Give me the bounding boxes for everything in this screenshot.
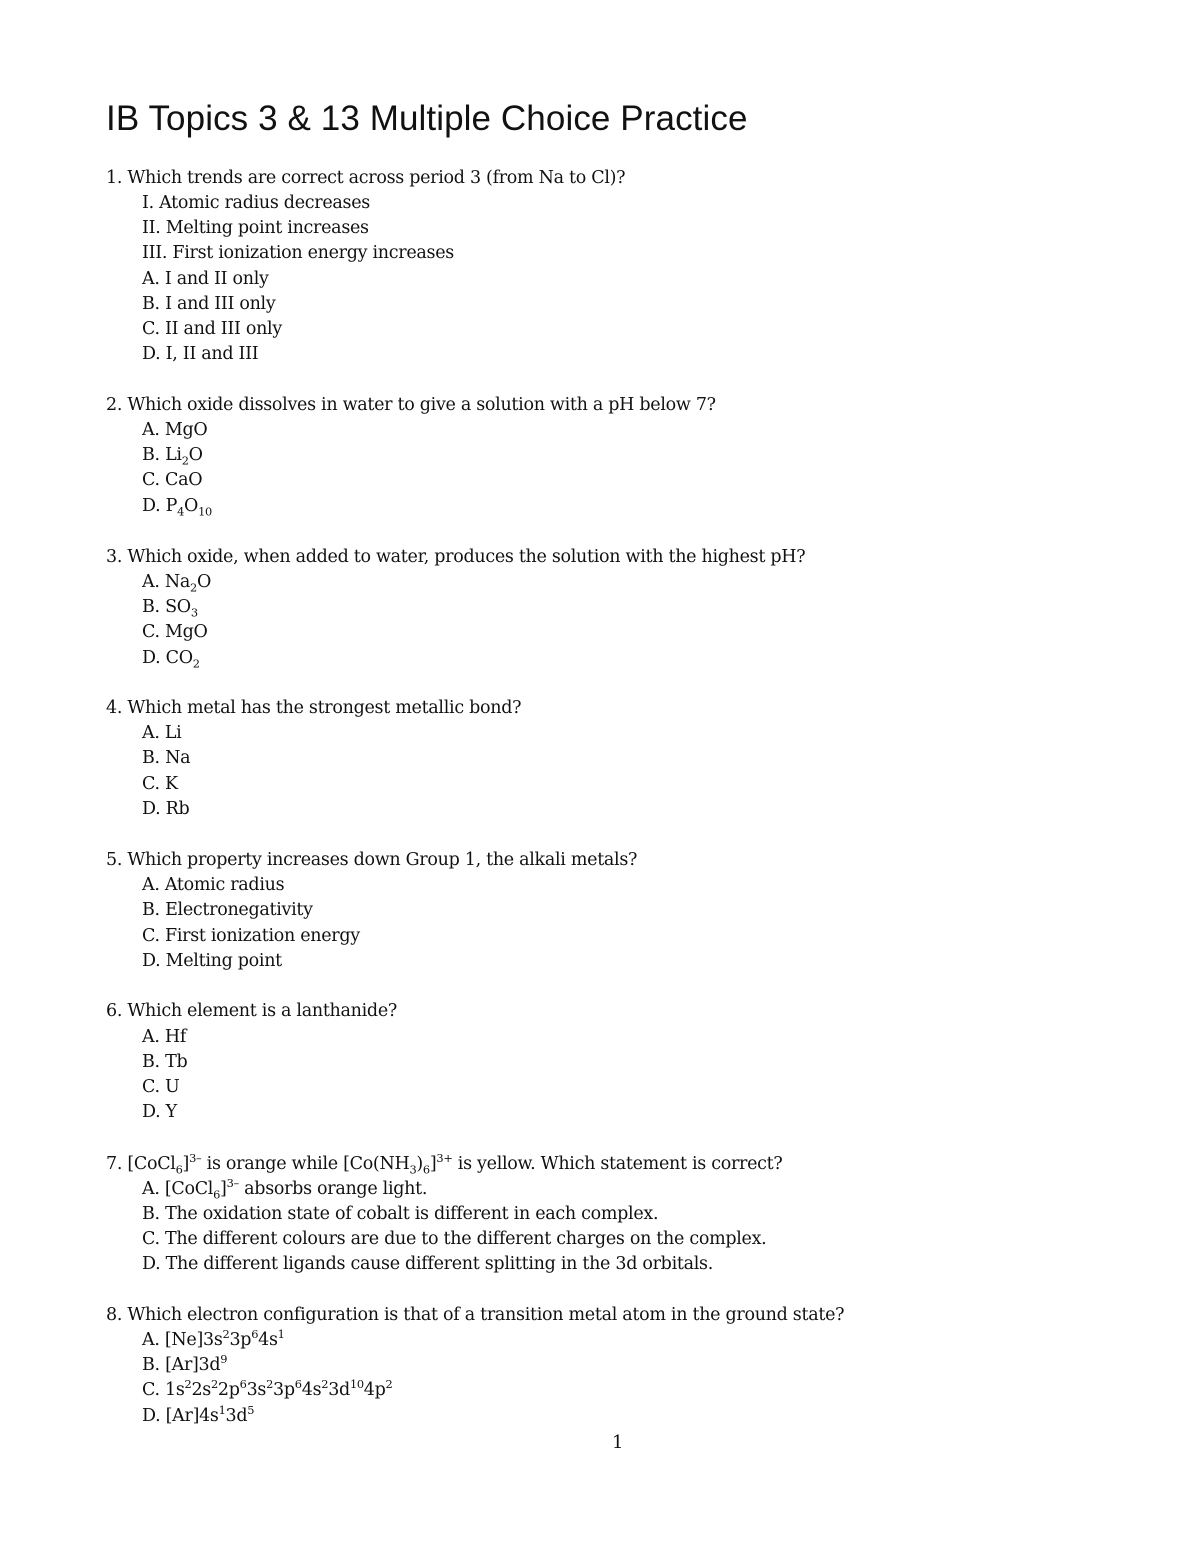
question-4-option-b: B. Na — [142, 748, 191, 768]
question-8-option-c: C. $1s^22s^22p^63s^23p^64s^23d^{10}4p^2$ — [142, 1377, 393, 1400]
question-1-statement-iii: III. First ionization energy increases — [142, 243, 454, 263]
question-7-option-c: C. The different colours are due to the different charges on the complex. — [142, 1229, 767, 1249]
question-2-option-b: B. $Li_2O$ — [142, 445, 203, 468]
question-1-option-c: C. II and III only — [142, 319, 282, 339]
question-7-option-a: A. [CoCl$_6$]$^{3-}$ absorbs orange light. — [142, 1176, 428, 1202]
question-3-option-b: B. $SO_3$ — [142, 597, 198, 620]
question-1-option-b: B. I and III only — [142, 294, 276, 314]
question-4-stem: 4. Which metal has the strongest metallic bond? — [106, 698, 522, 718]
question-6-option-c: C. U — [142, 1077, 180, 1097]
question-3-option-a: A. $Na_2O$ — [142, 572, 212, 595]
question-1-option-a: A. I and II only — [142, 269, 269, 289]
question-5-option-c: C. First ionization energy — [142, 926, 360, 946]
question-5-stem: 5. Which property increases down Group 1, the alkali metals? — [106, 850, 638, 870]
question-3-option-d: D. $CO_2$ — [142, 648, 200, 671]
page-title: IB Topics 3 & 13 Multiple Choice Practice — [106, 99, 748, 138]
question-2-option-c: C. CaO — [142, 470, 203, 490]
question-5-option-b: B. Electronegativity — [142, 900, 313, 920]
question-7-option-d: D. The different ligands cause different splitting in the 3d orbitals. — [142, 1254, 713, 1274]
question-1-statement-i: I. Atomic radius decreases — [142, 193, 370, 213]
question-7-option-b: B. The oxidation state of cobalt is different in each complex. — [142, 1204, 659, 1224]
question-4-option-a: A. Li — [142, 723, 182, 743]
question-6-stem: 6. Which element is a lanthanide? — [106, 1001, 397, 1021]
question-8-option-d: D. $[Ar]4s^13d^5$ — [142, 1403, 255, 1426]
question-4-option-d: D. Rb — [142, 799, 190, 819]
question-6-option-d: D. Y — [142, 1102, 177, 1122]
question-1-stem: 1. Which trends are correct across period 3 (from Na to Cl)? — [106, 168, 626, 188]
question-2-option-a: A. MgO — [142, 420, 208, 440]
question-8-stem: 8. Which electron configuration is that of a transition metal atom in the ground state? — [106, 1305, 845, 1325]
question-8-option-a: A. $[Ne]3s^23p^64s^1$ — [142, 1327, 285, 1350]
question-6-option-b: B. Tb — [142, 1052, 188, 1072]
question-5-option-a: A. Atomic radius — [142, 875, 285, 895]
question-5-option-d: D. Melting point — [142, 951, 282, 971]
question-2-stem: 2. Which oxide dissolves in water to give a solution with a pH below 7? — [106, 395, 716, 415]
question-3-option-c: C. MgO — [142, 622, 208, 642]
question-2-option-d: D. $P_4O_{10}$ — [142, 496, 212, 519]
page-number: 1 — [612, 1432, 624, 1453]
question-3-stem: 3. Which oxide, when added to water, produces the solution with the highest pH? — [106, 547, 806, 567]
question-6-option-a: A. Hf — [142, 1027, 187, 1047]
question-4-option-c: C. K — [142, 774, 178, 794]
question-7-stem: 7. [CoCl$_6$]$^{3-}$ is orange while $[Co(NH_3)_6]^{3+}$ is yellow. Which statement is correct? — [106, 1151, 783, 1177]
question-1-statement-ii: II. Melting point increases — [142, 218, 369, 238]
question-1-option-d: D. I, II and III — [142, 344, 259, 364]
question-8-option-b: B. $[Ar]3d^9$ — [142, 1352, 228, 1375]
